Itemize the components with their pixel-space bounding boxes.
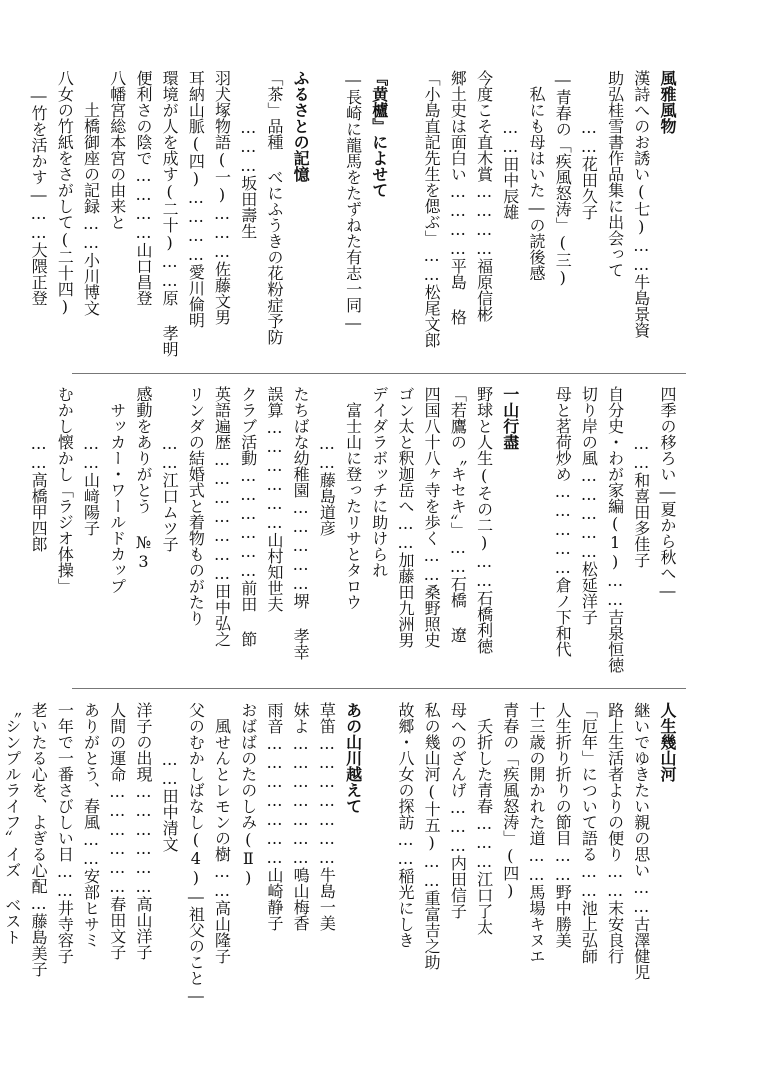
section-heading-text: あの山川越えて bbox=[343, 702, 363, 814]
entry-title: クラブ活動 bbox=[238, 386, 258, 466]
section-spacer bbox=[523, 386, 549, 684]
section-heading-text: 『黄櫨』によせて bbox=[369, 70, 389, 198]
leader-dots: …… bbox=[212, 862, 232, 900]
section-spacer bbox=[313, 70, 339, 370]
toc-entry bbox=[130, 386, 156, 684]
entry-text: 青春の「疾風怒涛」(四) bbox=[500, 702, 520, 900]
entry-author: 石橋 遼 bbox=[448, 576, 468, 643]
leader-dots: ………… bbox=[133, 166, 153, 242]
entry-author: 原 孝明 bbox=[160, 290, 180, 357]
section-heading-text: 人生幾山河 bbox=[658, 702, 677, 782]
entry-author: 松延洋子 bbox=[579, 561, 599, 625]
toc-entry bbox=[235, 70, 261, 370]
toc-entry bbox=[444, 386, 470, 684]
entry-title: 誤算 bbox=[264, 386, 284, 418]
leader-dots: …… bbox=[81, 434, 101, 472]
toc-entry bbox=[235, 386, 261, 684]
entry-author: 野中勝美 bbox=[553, 884, 573, 948]
section-spacer bbox=[366, 702, 392, 1002]
leader-dots: ………… bbox=[186, 188, 206, 264]
entry-text: 八幡宮総本宮の由来と bbox=[107, 70, 127, 230]
toc-entry bbox=[77, 702, 103, 1002]
toc-entry bbox=[156, 702, 182, 1002]
entry-author: 堺 孝幸 bbox=[291, 593, 311, 660]
entry-title: 羽犬塚物語(一) bbox=[212, 70, 232, 204]
section-heading bbox=[654, 70, 680, 370]
leader-dots: ……… bbox=[212, 204, 232, 261]
toc-entry bbox=[156, 70, 182, 370]
toc-entry bbox=[444, 702, 470, 1002]
entry-author: 高橋甲四郎 bbox=[29, 472, 49, 552]
entry-author: 倉ノ下和代 bbox=[553, 577, 573, 657]
leader-dots: …… bbox=[29, 204, 49, 242]
leader-dots: ……… bbox=[474, 814, 494, 871]
leader-dots: ………………… bbox=[291, 734, 311, 867]
toc-entry bbox=[497, 702, 523, 1002]
entry-author: 内田信子 bbox=[448, 855, 468, 919]
entry-title: ゴン太と釈迦岳へ bbox=[395, 386, 415, 514]
toc-entry bbox=[130, 70, 156, 370]
leader-dots: …………… bbox=[579, 466, 599, 561]
toc-entry bbox=[156, 386, 182, 684]
entry-title: 継いでゆきたい親の思い bbox=[631, 702, 651, 878]
toc-entry bbox=[418, 702, 444, 1002]
entry-title: 夭折した青春 bbox=[474, 718, 494, 814]
entry-title: 郷土史は面白い bbox=[448, 70, 468, 182]
leader-dots: … bbox=[29, 894, 49, 913]
toc-entry bbox=[182, 386, 208, 684]
entry-author: 春田文子 bbox=[107, 896, 127, 960]
entry-author: 山﨑陽子 bbox=[81, 472, 101, 536]
entry-title: 富士山に登ったリサとタロウ bbox=[343, 402, 363, 610]
toc-entry bbox=[497, 70, 523, 370]
leader-dots: ……………… bbox=[264, 418, 284, 532]
entry-title: ありがとう、春風 bbox=[81, 702, 101, 830]
toc-entry bbox=[261, 702, 287, 1002]
entry-title: 自分史・わが家編(1) bbox=[605, 386, 625, 571]
leader-dots: …… bbox=[395, 830, 415, 868]
toc-entry bbox=[261, 386, 287, 684]
entry-author: 田中辰雄 bbox=[500, 156, 520, 220]
leader-dots: ………………… bbox=[212, 450, 232, 583]
toc-entry bbox=[444, 70, 470, 370]
entry-author: 稲光にしき bbox=[395, 868, 415, 948]
leader-dots: …… bbox=[160, 434, 180, 472]
toc-entry bbox=[549, 702, 575, 1002]
entry-title: 洋子の出現 bbox=[133, 702, 153, 782]
toc-entry bbox=[208, 702, 234, 1002]
entry-title: 「若鷹の〝キセキ〟」 bbox=[448, 386, 468, 538]
toc-entry bbox=[208, 70, 234, 370]
entry-author: 古澤健児 bbox=[631, 916, 651, 980]
entry-title: 私の幾山河(十五) bbox=[422, 702, 442, 852]
leader-dots: …… bbox=[631, 878, 651, 916]
entry-title: 「小島直記先生を偲ぶ」 bbox=[422, 70, 442, 246]
toc-entry bbox=[51, 386, 77, 684]
entry-author: 牛島景資 bbox=[631, 274, 651, 338]
leader-dots: ……… bbox=[448, 798, 468, 855]
entry-text: 四季の移ろい―夏から秋へ― bbox=[658, 386, 677, 600]
toc-entry bbox=[339, 386, 365, 684]
entry-title: 十三歳の開かれた道 bbox=[526, 702, 546, 846]
entry-author: 前田 節 bbox=[238, 580, 258, 647]
leader-dots: …… bbox=[29, 434, 49, 472]
entry-title: 母と茗荷炒め bbox=[553, 386, 573, 482]
section-heading bbox=[339, 702, 365, 1002]
entry-title: 故郷・八女の探訪 bbox=[395, 702, 415, 830]
toc-entry bbox=[104, 70, 130, 370]
entry-text: ―長崎に龍馬をたずねた有志一同― bbox=[343, 70, 363, 332]
entry-title: 人生折り折りの節目 bbox=[553, 702, 573, 846]
toc-entry bbox=[470, 70, 496, 370]
toc-entry bbox=[130, 702, 156, 1002]
entry-author: 井寺容子 bbox=[55, 900, 75, 964]
entry-author: 小川博文 bbox=[81, 252, 101, 316]
leader-dots: …………… bbox=[553, 482, 573, 577]
entry-author: 藤島美子 bbox=[29, 913, 49, 977]
entry-title: 英語遍歴 bbox=[212, 386, 232, 450]
entry-author: 山崎静子 bbox=[264, 867, 284, 931]
entry-author: 山口昌登 bbox=[133, 242, 153, 306]
divider-rule bbox=[72, 688, 686, 689]
entry-title: 今度こそ直木賞 bbox=[474, 70, 494, 182]
entry-text: ―青春の「疾風怒涛」(三) bbox=[553, 70, 573, 287]
entry-title: 一年で一番さびしい日 bbox=[55, 702, 75, 862]
toc-entry bbox=[313, 702, 339, 1002]
leader-dots: …… bbox=[579, 118, 599, 156]
entry-title: たちばな幼稚園 bbox=[291, 386, 311, 498]
entry-author: 牛島一美 bbox=[317, 867, 337, 931]
toc-entry bbox=[418, 386, 444, 684]
toc-entry bbox=[628, 70, 654, 370]
toc-entry bbox=[25, 386, 51, 684]
toc-entry bbox=[628, 702, 654, 1002]
entry-author: 花田久子 bbox=[579, 156, 599, 220]
entry-text: 助弘桂雪書作品集に出会って bbox=[605, 70, 625, 278]
leader-dots: …… bbox=[526, 846, 546, 884]
toc-entry bbox=[104, 702, 130, 1002]
toc-entry bbox=[261, 70, 287, 370]
toc-entry bbox=[654, 386, 680, 684]
toc-entry bbox=[418, 70, 444, 370]
toc-entry bbox=[51, 70, 77, 370]
leader-dots: ………………… bbox=[264, 734, 284, 867]
entry-author: 鳴山梅香 bbox=[291, 867, 311, 931]
leader-dots: ………… bbox=[448, 182, 468, 258]
toc-entry bbox=[366, 386, 392, 684]
leader-dots: ……………… bbox=[133, 782, 153, 896]
entry-title: 「厄年」について語る bbox=[579, 702, 599, 862]
entry-author: 坂田壽生 bbox=[238, 175, 258, 239]
toc-entry bbox=[25, 702, 51, 1002]
entry-title: 野球と人生(その二) bbox=[474, 386, 494, 552]
leader-dots: …… bbox=[579, 862, 599, 900]
leader-dots: ……… bbox=[238, 118, 258, 175]
section-heading-text: 一山行盡 bbox=[500, 386, 520, 450]
leader-dots: …… bbox=[605, 571, 625, 609]
toc-column-block-top bbox=[29, 70, 680, 370]
entry-author: 藤島道彦 bbox=[317, 472, 337, 536]
entry-author: 末安良行 bbox=[605, 900, 625, 964]
entry-author: 田中清文 bbox=[160, 788, 180, 852]
toc-entry bbox=[182, 702, 208, 1005]
entry-author: 松尾文郎 bbox=[422, 284, 442, 348]
leader-dots: …… bbox=[631, 236, 651, 274]
entry-author: 安部ヒサミ bbox=[81, 868, 101, 948]
entry-title: 土橋御座の記録 bbox=[81, 102, 101, 214]
section-heading bbox=[654, 702, 680, 1002]
entry-title: 漢詩へのお誘い(七) bbox=[631, 70, 651, 236]
toc-column-block-middle bbox=[29, 386, 680, 684]
entry-author: 平島 格 bbox=[448, 258, 468, 325]
toc-entry bbox=[287, 386, 313, 684]
toc-entry bbox=[182, 70, 208, 370]
leader-dots: …… bbox=[474, 552, 494, 590]
entry-text: 私にも母はいた―の読後感 bbox=[526, 86, 546, 281]
leader-dots: ……………… bbox=[107, 782, 127, 896]
entry-text: むかし懐かし「ラジオ体操」 bbox=[55, 386, 75, 594]
leader-dots: …… bbox=[605, 862, 625, 900]
toc-entry bbox=[523, 70, 549, 370]
leader-dots: ………………… bbox=[317, 734, 337, 867]
toc-entry bbox=[25, 70, 51, 370]
entry-text: デイダラボッチに助けられ bbox=[369, 386, 389, 578]
toc-entry bbox=[470, 386, 496, 684]
entry-author: 桑野照史 bbox=[422, 584, 442, 648]
entry-title: 路上生活者よりの便り bbox=[605, 702, 625, 862]
section-heading bbox=[287, 70, 313, 370]
entry-author: 山村知世夫 bbox=[264, 532, 284, 612]
leader-dots: …… bbox=[500, 118, 520, 156]
entry-title: 環境が人を成す(二十) bbox=[160, 70, 180, 252]
entry-text: 「茶」品種 べにふうきの花粉症予防 bbox=[264, 70, 284, 345]
toc-entry bbox=[77, 70, 103, 370]
entry-author: 加藤田九洲男 bbox=[395, 552, 415, 648]
toc-entry bbox=[601, 702, 627, 1002]
toc-entry bbox=[470, 702, 496, 1002]
entry-author: 江口ムツ子 bbox=[160, 472, 180, 552]
toc-entry bbox=[208, 386, 234, 684]
leader-dots: …………… bbox=[291, 498, 311, 593]
toc-entry bbox=[235, 702, 261, 1002]
entry-text: 八女の竹紙をさがして(二十四) bbox=[55, 70, 75, 316]
leader-dots: …… bbox=[160, 252, 180, 290]
section-heading bbox=[366, 70, 392, 370]
leader-dots: …… bbox=[422, 852, 442, 890]
entry-title: 雨音 bbox=[264, 702, 284, 734]
toc-entry bbox=[575, 386, 601, 684]
divider-rule bbox=[72, 373, 686, 374]
entry-author: 石橋利徳 bbox=[474, 590, 494, 654]
toc-entry bbox=[0, 702, 25, 1002]
leader-dots: …… bbox=[395, 514, 415, 552]
leader-dots: …… bbox=[422, 246, 442, 284]
toc-entry bbox=[339, 70, 365, 370]
section-spacer bbox=[392, 70, 418, 370]
entry-title: 風せんとレモンの樹 bbox=[212, 718, 232, 862]
toc-entry bbox=[104, 386, 130, 684]
entry-title: 切り岸の風 bbox=[579, 386, 599, 466]
entry-author: 田中弘之 bbox=[212, 583, 232, 647]
entry-author: 高山洋子 bbox=[133, 896, 153, 960]
toc-entry bbox=[287, 702, 313, 1002]
toc-entry bbox=[392, 386, 418, 684]
entry-author: 愛川倫明 bbox=[186, 264, 206, 328]
entry-author: 福原信彬 bbox=[474, 258, 494, 322]
entry-title: 妹よ bbox=[291, 702, 311, 734]
toc-entry bbox=[575, 702, 601, 1002]
entry-author: 佐藤文男 bbox=[212, 261, 232, 325]
entry-title: 便利さの陰で bbox=[133, 70, 153, 166]
leader-dots: …… bbox=[422, 546, 442, 584]
entry-title: 耳納山脈(四) bbox=[186, 70, 206, 188]
entry-title: ―竹を活かす― bbox=[29, 86, 49, 204]
entry-title: 人間の運命 bbox=[107, 702, 127, 782]
toc-entry bbox=[77, 386, 103, 684]
leader-dots: …… bbox=[55, 862, 75, 900]
toc-entry bbox=[628, 386, 654, 684]
entry-author: 高山隆子 bbox=[212, 900, 232, 964]
leader-dots: …… bbox=[448, 538, 468, 576]
toc-entry bbox=[601, 70, 627, 370]
entry-title: 草笛 bbox=[317, 702, 337, 734]
entry-title: 老いたる心を、よぎる心配 bbox=[29, 702, 49, 894]
leader-dots: …… bbox=[160, 750, 180, 788]
entry-text: 父のむかしばなし(4)―祖父のこと― bbox=[186, 702, 206, 1005]
entry-text: 〝シンプルライフ〟イズ ベスト bbox=[2, 702, 22, 945]
entry-author: 大隈正登 bbox=[29, 242, 49, 306]
entry-text: リンダの結婚式と着物ものがたり bbox=[186, 386, 206, 626]
leader-dots: …… bbox=[631, 434, 651, 472]
entry-text: おばばのたのしみ(Ⅱ) bbox=[238, 702, 258, 887]
entry-author: 江口了太 bbox=[474, 871, 494, 935]
entry-author: 馬場キヌエ bbox=[526, 884, 546, 964]
entry-title: 母へのざんげ bbox=[448, 702, 468, 798]
entry-text: 感動をありがとう №3 bbox=[133, 386, 153, 571]
section-heading-text: 風雅風物 bbox=[658, 70, 677, 134]
leader-dots: …… bbox=[317, 434, 337, 472]
entry-author: 和喜田多佳子 bbox=[631, 472, 651, 568]
leader-dots: ……………… bbox=[238, 466, 258, 580]
leader-dots: …… bbox=[553, 846, 573, 884]
section-heading bbox=[497, 386, 523, 684]
toc-entry bbox=[575, 70, 601, 370]
toc-entry bbox=[392, 702, 418, 1002]
leader-dots: …… bbox=[81, 214, 101, 252]
toc-entry bbox=[549, 386, 575, 684]
leader-dots: ………… bbox=[474, 182, 494, 258]
entry-author: 池上弘師 bbox=[579, 900, 599, 964]
entry-title: 四国八十八ヶ寺を歩く bbox=[422, 386, 442, 546]
toc-entry bbox=[523, 702, 549, 1002]
entry-text: サッカー・ワールドカップ bbox=[107, 402, 127, 594]
toc-entry bbox=[549, 70, 575, 370]
entry-author: 重富吉之助 bbox=[422, 890, 442, 970]
entry-author: 吉泉恒徳 bbox=[605, 609, 625, 673]
section-heading-text: ふるさとの記憶 bbox=[291, 70, 311, 182]
toc-entry bbox=[51, 702, 77, 1002]
toc-entry bbox=[313, 386, 339, 684]
leader-dots: …… bbox=[81, 830, 101, 868]
toc-entry bbox=[601, 386, 627, 684]
toc-column-block-bottom bbox=[2, 702, 680, 1005]
